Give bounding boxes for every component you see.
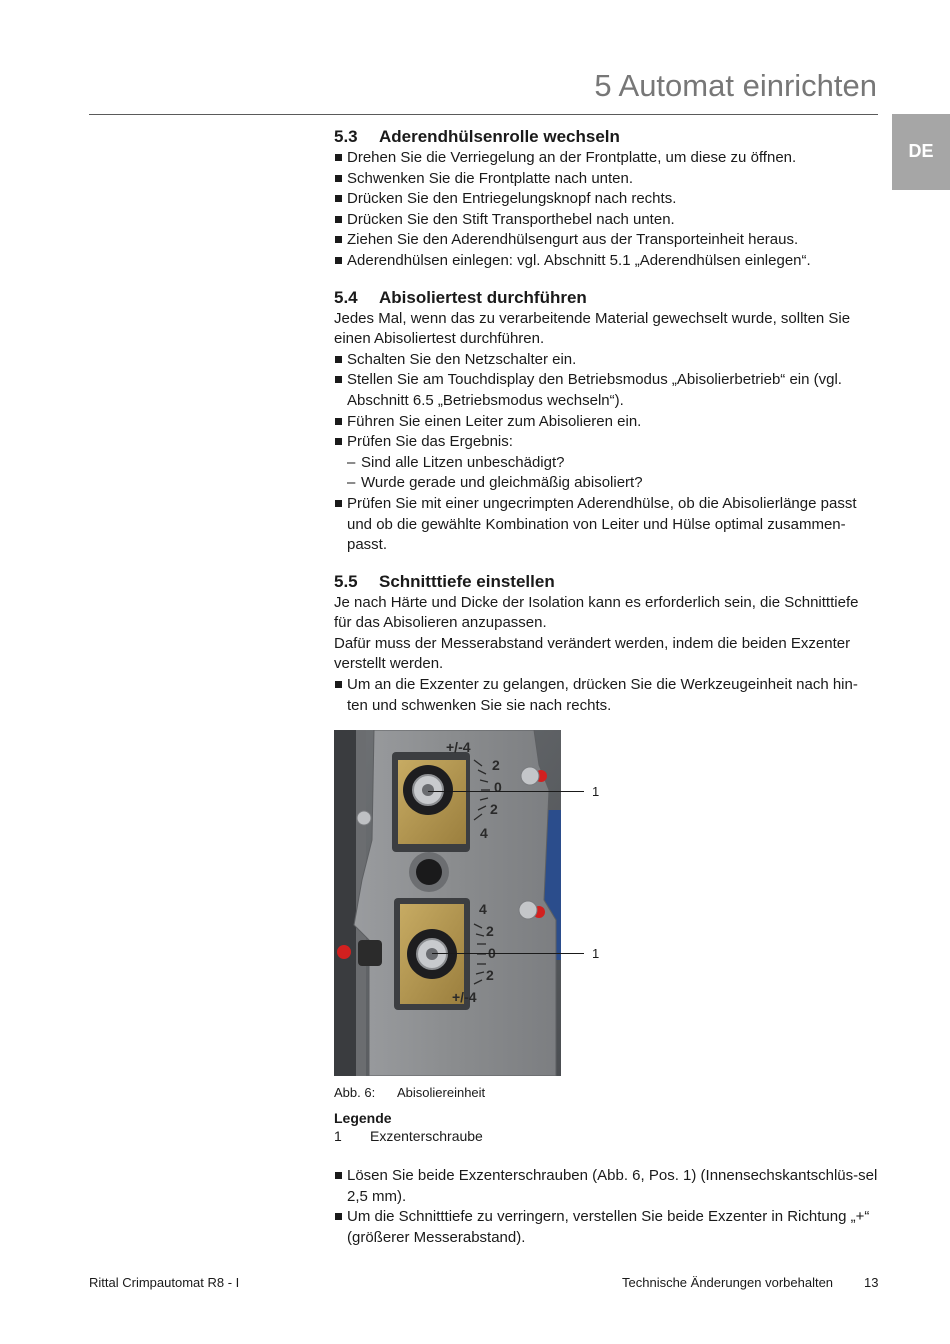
caption-text: Abisoliereinheit (397, 1085, 486, 1100)
stripping-unit-illustration (334, 730, 561, 1076)
red-marker-left (337, 945, 351, 959)
upper-scale-label: 2 (492, 757, 500, 773)
paragraph: Jedes Mal, wenn das zu verarbeitende Material gewechselt wurde, sollten Sie einen Abisoliertest durchführen. (334, 309, 851, 348)
caption-label: Abb. 6: (334, 1085, 376, 1100)
screw-top-right (521, 767, 539, 785)
header-rule (89, 114, 878, 115)
footer-product: Rittal Crimpautomat R8 - I (89, 1275, 240, 1290)
screw-left (357, 811, 371, 825)
list-item: Prüfen Sie das Ergebnis: (334, 432, 878, 453)
section-number: 5.4 (334, 287, 358, 307)
figure-stripping-unit (334, 730, 561, 1076)
lower-screw-head (426, 948, 438, 960)
list-item: Stellen Sie am Touchdisplay den Betriebsmodus „Abisolierbetrieb“ ein (vgl. Abschnitt 6.5 „Betriebsmodus wechseln“). (334, 370, 878, 411)
knob-left (358, 940, 382, 966)
upper-scale-label: 4 (480, 825, 488, 841)
callout-line-bottom (432, 953, 584, 954)
list-item: Um die Schnitttiefe zu verringern, verstellen Sie beide Exzenter in Richtung „+“ (größerer Messerabstand). (334, 1207, 878, 1248)
language-tab (892, 114, 950, 190)
list-item: Prüfen Sie mit einer ungecrimpten Aderendhülse, ob die Abisolierlänge passt und ob die gewählte Kombination von Leiter und Hülse optimal zusammen-passt. (334, 494, 878, 556)
section-heading (334, 126, 878, 148)
upper-scale-label: +/-4 (446, 739, 471, 755)
figure-caption (334, 1085, 485, 1100)
section-heading (334, 287, 878, 309)
lower-scale-label: 2 (486, 923, 494, 939)
lower-scale-label: +/-4 (452, 989, 477, 1005)
page-number: 13 (864, 1275, 879, 1290)
legend-item (334, 1128, 483, 1144)
callout-number-bottom: 1 (592, 946, 600, 961)
list-item: Drehen Sie die Verriegelung an der Frontplatte, um diese zu öffnen. (334, 148, 878, 169)
legend-number: 1 (334, 1128, 342, 1144)
upper-scale-label: 0 (494, 779, 502, 795)
footer-disclaimer: Technische Änderungen vorbehalten (622, 1275, 834, 1290)
section-title: Schnitttiefe einstellen (379, 571, 555, 591)
bullet-list (334, 494, 878, 556)
bullet-list (334, 1166, 878, 1248)
dash-item: – Sind alle Litzen unbeschädigt? (334, 453, 878, 474)
section-number: 5.3 (334, 127, 358, 146)
dash-list (334, 453, 878, 494)
paragraph: Dafür muss der Messerabstand verändert werden, indem die beiden Exzenter verstellt werden. (334, 634, 851, 673)
lower-scale-label: 2 (486, 967, 494, 983)
list-item: Führen Sie einen Leiter zum Abisolieren ein. (334, 412, 878, 433)
section-title: Abisoliertest durchführen (379, 287, 587, 307)
section-5-3 (334, 126, 878, 272)
dark-left-edge (334, 730, 356, 1076)
list-item: Schalten Sie den Netzschalter ein. (334, 350, 878, 371)
section-number: 5.5 (334, 571, 358, 591)
lower-scale-label: 4 (479, 901, 487, 917)
list-item: Um an die Exzenter zu gelangen, drücken Sie die Werkzeugeinheit nach hin-ten und schwenken Sie sie nach rechts. (334, 675, 878, 716)
list-item: Schwenken Sie die Frontplatte nach unten. (334, 169, 878, 190)
center-hole (416, 859, 442, 885)
list-item: Ziehen Sie den Aderendhülsengurt aus der Transporteinheit heraus. (334, 230, 878, 251)
screw-mid-right (519, 901, 537, 919)
callout-number-top: 1 (592, 784, 600, 799)
section-title: Aderendhülsenrolle wechseln (379, 127, 620, 146)
bullet-list (334, 148, 878, 272)
chapter-title: 5 Automat einrichten (594, 68, 877, 103)
main-content (334, 126, 878, 716)
paragraph: Je nach Härte und Dicke der Isolation kann es erforderlich sein, die Schnitttiefe für das Abisolieren anzupassen. (334, 593, 859, 632)
upper-scale-label: 2 (490, 801, 498, 817)
language-tab-label: DE (908, 141, 934, 161)
list-item: Drücken Sie den Stift Transporthebel nach unten. (334, 210, 878, 231)
upper-screw-head (422, 784, 434, 796)
list-item: Aderendhülsen einlegen: vgl. Abschnitt 5.1 „Aderendhülsen einlegen“. (334, 251, 878, 272)
legend-title: Legende (334, 1110, 392, 1126)
section-heading (334, 571, 878, 593)
section-5-4 (334, 287, 878, 556)
lower-scale-label: 0 (488, 945, 496, 961)
bullet-list (334, 675, 878, 716)
after-figure-instructions (334, 1166, 878, 1248)
list-item: Lösen Sie beide Exzenterschrauben (Abb. 6, Pos. 1) (Innensechskantschlüs-sel 2,5 mm). (334, 1166, 878, 1207)
bullet-list (334, 350, 878, 453)
section-5-5 (334, 571, 878, 717)
list-item: Drücken Sie den Entriegelungsknopf nach rechts. (334, 189, 878, 210)
dash-item: – Wurde gerade und gleichmäßig abisoliert? (334, 473, 878, 494)
callout-line-top (428, 791, 584, 792)
legend-text: Exzenterschraube (370, 1128, 483, 1144)
